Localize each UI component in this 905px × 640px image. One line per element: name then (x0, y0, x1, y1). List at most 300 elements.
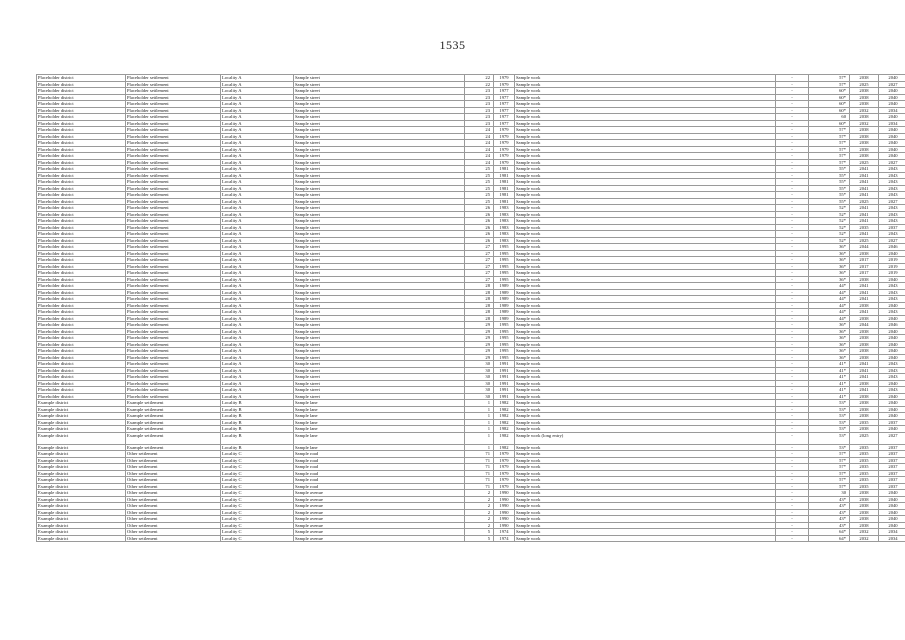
locality-cell: Locality A (221, 94, 294, 101)
house-number-cell: 71 (465, 477, 494, 484)
locality-cell: Locality A (221, 302, 294, 309)
locality-cell: Locality A (221, 289, 294, 296)
housing-register-table (36, 74, 898, 542)
street-cell: Sample street (294, 315, 465, 322)
build-year-cell: 1989 (494, 302, 515, 309)
cost-cell: - (776, 192, 809, 199)
build-year-cell: 1983 (494, 205, 515, 212)
cost-cell: - (776, 496, 809, 503)
start-year-cell: 2038 (850, 516, 879, 523)
street-cell: Sample street (294, 374, 465, 381)
cost-cell: - (776, 283, 809, 290)
build-year-cell: 1979 (494, 140, 515, 147)
house-number-cell: 23 (465, 120, 494, 127)
district-cell: Placeholder district (37, 198, 126, 205)
locality-cell: Locality A (221, 172, 294, 179)
wear-percent-cell: 57* (809, 464, 850, 471)
end-year-cell: 2043 (879, 361, 905, 368)
locality-cell: Locality A (221, 387, 294, 394)
work-type-cell: Sample work (515, 211, 776, 218)
locality-cell: Locality A (221, 393, 294, 400)
house-number-cell: 2 (465, 522, 494, 529)
start-year-cell: 2038 (850, 302, 879, 309)
house-number-cell: 25 (465, 198, 494, 205)
locality-cell: Locality C (221, 516, 294, 523)
build-year-cell: 1977 (494, 101, 515, 108)
house-number-cell: 30 (465, 393, 494, 400)
build-year-cell: 1995 (494, 276, 515, 283)
cost-cell: - (776, 387, 809, 394)
settlement-cell: Placeholder settlement (126, 296, 221, 303)
cost-cell: - (776, 205, 809, 212)
start-year-cell: 2038 (850, 496, 879, 503)
street-cell: Sample road (294, 457, 465, 464)
wear-percent-cell: 44* (809, 302, 850, 309)
wear-percent-cell: 60* (809, 120, 850, 127)
district-cell: Placeholder district (37, 361, 126, 368)
start-year-cell: 2041 (850, 361, 879, 368)
locality-cell: Locality A (221, 120, 294, 127)
settlement-cell: Placeholder settlement (126, 283, 221, 290)
build-year-cell: 1990 (494, 522, 515, 529)
locality-cell: Locality A (221, 276, 294, 283)
house-number-cell: 27 (465, 244, 494, 251)
end-year-cell: 2040 (879, 341, 905, 348)
page-number: 1535 (439, 38, 466, 52)
work-type-cell: Sample work (515, 172, 776, 179)
build-year-cell: 1977 (494, 114, 515, 121)
settlement-cell: Placeholder settlement (126, 231, 221, 238)
street-cell: Sample street (294, 302, 465, 309)
build-year-cell: 1979 (494, 81, 515, 88)
cost-cell: - (776, 470, 809, 477)
house-number-cell: 26 (465, 231, 494, 238)
build-year-cell: 1989 (494, 289, 515, 296)
build-year-cell: 1990 (494, 490, 515, 497)
locality-cell: Locality A (221, 185, 294, 192)
end-year-cell: 2043 (879, 172, 905, 179)
wear-percent-cell: 57* (809, 140, 850, 147)
cost-cell: - (776, 263, 809, 270)
wear-percent-cell: 57* (809, 483, 850, 490)
wear-percent-cell: 53* (809, 426, 850, 433)
cost-cell: - (776, 244, 809, 251)
wear-percent-cell: 55* (809, 198, 850, 205)
settlement-cell: Placeholder settlement (126, 101, 221, 108)
build-year-cell: 1995 (494, 250, 515, 257)
locality-cell: Locality A (221, 205, 294, 212)
district-cell: Placeholder district (37, 367, 126, 374)
house-number-cell: 5 (465, 529, 494, 536)
street-cell: Sample lane (294, 432, 465, 444)
settlement-cell: Placeholder settlement (126, 205, 221, 212)
district-cell: Placeholder district (37, 322, 126, 329)
work-type-cell: Sample work (515, 406, 776, 413)
work-type-cell: Sample work (515, 146, 776, 153)
district-cell: Placeholder district (37, 374, 126, 381)
start-year-cell: 2038 (850, 413, 879, 420)
settlement-cell: Placeholder settlement (126, 348, 221, 355)
street-cell: Sample lane (294, 419, 465, 426)
locality-cell: Locality A (221, 380, 294, 387)
end-year-cell: 2040 (879, 503, 905, 510)
house-number-cell: 23 (465, 107, 494, 114)
cost-cell: - (776, 457, 809, 464)
wear-percent-cell: 60* (809, 101, 850, 108)
street-cell: Sample avenue (294, 490, 465, 497)
wear-percent-cell: 43* (809, 516, 850, 523)
work-type-cell: Sample work (515, 185, 776, 192)
build-year-cell: 1989 (494, 309, 515, 316)
wear-percent-cell: 41* (809, 380, 850, 387)
locality-cell: Locality C (221, 470, 294, 477)
start-year-cell: 2038 (850, 101, 879, 108)
district-cell: Example district (37, 509, 126, 516)
work-type-cell: Sample work (515, 400, 776, 407)
district-cell: Placeholder district (37, 244, 126, 251)
wear-percent-cell: 55* (809, 185, 850, 192)
work-type-cell: Sample work (515, 529, 776, 536)
start-year-cell: 2038 (850, 75, 879, 82)
end-year-cell: 2043 (879, 296, 905, 303)
start-year-cell: 2038 (850, 140, 879, 147)
build-year-cell: 1979 (494, 457, 515, 464)
locality-cell: Locality A (221, 348, 294, 355)
locality-cell: Locality A (221, 75, 294, 82)
wear-percent-cell: 53* (809, 432, 850, 444)
wear-percent-cell: 57* (809, 133, 850, 140)
build-year-cell: 1983 (494, 218, 515, 225)
cost-cell: - (776, 107, 809, 114)
house-number-cell: 29 (465, 341, 494, 348)
build-year-cell: 1981 (494, 172, 515, 179)
house-number-cell: 29 (465, 328, 494, 335)
house-number-cell: 2 (465, 490, 494, 497)
house-number-cell: 23 (465, 101, 494, 108)
end-year-cell: 2034 (879, 529, 905, 536)
locality-cell: Locality A (221, 257, 294, 264)
street-cell: Sample avenue (294, 503, 465, 510)
cost-cell: - (776, 444, 809, 451)
wear-percent-cell: 60 (809, 114, 850, 121)
locality-cell: Locality A (221, 107, 294, 114)
locality-cell: Locality C (221, 509, 294, 516)
end-year-cell: 2043 (879, 283, 905, 290)
street-cell: Sample street (294, 101, 465, 108)
locality-cell: Locality C (221, 529, 294, 536)
wear-percent-cell: 43* (809, 522, 850, 529)
build-year-cell: 1995 (494, 335, 515, 342)
end-year-cell: 2037 (879, 419, 905, 426)
cost-cell: - (776, 529, 809, 536)
build-year-cell: 1974 (494, 529, 515, 536)
work-type-cell: Sample work (515, 140, 776, 147)
build-year-cell: 1981 (494, 185, 515, 192)
locality-cell: Locality A (221, 101, 294, 108)
work-type-cell: Sample work (515, 464, 776, 471)
build-year-cell: 1981 (494, 198, 515, 205)
work-type-cell: Sample work (515, 361, 776, 368)
start-year-cell: 2035 (850, 477, 879, 484)
work-type-cell: Sample work (515, 107, 776, 114)
street-cell: Sample street (294, 88, 465, 95)
build-year-cell: 1990 (494, 496, 515, 503)
end-year-cell: 2040 (879, 114, 905, 121)
street-cell: Sample street (294, 224, 465, 231)
street-cell: Sample street (294, 120, 465, 127)
cost-cell: - (776, 483, 809, 490)
district-cell: Placeholder district (37, 153, 126, 160)
settlement-cell: Example settlement (126, 444, 221, 451)
street-cell: Sample street (294, 380, 465, 387)
start-year-cell: 2041 (850, 218, 879, 225)
work-type-cell: Sample work (515, 81, 776, 88)
settlement-cell: Placeholder settlement (126, 107, 221, 114)
start-year-cell: 2025 (850, 237, 879, 244)
wear-percent-cell: 57* (809, 470, 850, 477)
locality-cell: Locality A (221, 140, 294, 147)
end-year-cell: 2043 (879, 166, 905, 173)
end-year-cell: 2034 (879, 120, 905, 127)
work-type-cell: Sample work (515, 159, 776, 166)
cost-cell: - (776, 224, 809, 231)
start-year-cell: 2038 (850, 354, 879, 361)
build-year-cell: 1983 (494, 224, 515, 231)
cost-cell: - (776, 94, 809, 101)
house-number-cell: 27 (465, 276, 494, 283)
work-type-cell: Sample work (515, 120, 776, 127)
cost-cell: - (776, 367, 809, 374)
house-number-cell: 26 (465, 237, 494, 244)
end-year-cell: 2040 (879, 348, 905, 355)
house-number-cell: 23 (465, 114, 494, 121)
end-year-cell: 2027 (879, 237, 905, 244)
street-cell: Sample street (294, 133, 465, 140)
work-type-cell: Sample work (515, 354, 776, 361)
settlement-cell: Placeholder settlement (126, 198, 221, 205)
end-year-cell: 2040 (879, 153, 905, 160)
work-type-cell: Sample work (515, 322, 776, 329)
wear-percent-cell: 52* (809, 231, 850, 238)
street-cell: Sample street (294, 211, 465, 218)
build-year-cell: 1979 (494, 75, 515, 82)
district-cell: Placeholder district (37, 315, 126, 322)
house-number-cell: 71 (465, 457, 494, 464)
district-cell: Example district (37, 464, 126, 471)
start-year-cell: 2038 (850, 94, 879, 101)
settlement-cell: Placeholder settlement (126, 153, 221, 160)
street-cell: Sample street (294, 361, 465, 368)
build-year-cell: 1979 (494, 464, 515, 471)
house-number-cell: 30 (465, 367, 494, 374)
work-type-cell: Sample work (515, 509, 776, 516)
cost-cell: - (776, 309, 809, 316)
district-cell: Placeholder district (37, 120, 126, 127)
locality-cell: Locality C (221, 464, 294, 471)
district-cell: Example district (37, 444, 126, 451)
cost-cell: - (776, 361, 809, 368)
cost-cell: - (776, 451, 809, 458)
wear-percent-cell: 36* (809, 270, 850, 277)
work-type-cell: Sample work (515, 490, 776, 497)
cost-cell: - (776, 159, 809, 166)
end-year-cell: 2040 (879, 94, 905, 101)
start-year-cell: 2038 (850, 250, 879, 257)
locality-cell: Locality A (221, 296, 294, 303)
work-type-cell: Sample work (515, 348, 776, 355)
end-year-cell: 2037 (879, 483, 905, 490)
street-cell: Sample street (294, 205, 465, 212)
settlement-cell: Placeholder settlement (126, 374, 221, 381)
house-number-cell: 2 (465, 503, 494, 510)
cost-cell: - (776, 490, 809, 497)
street-cell: Sample street (294, 270, 465, 277)
locality-cell: Locality A (221, 88, 294, 95)
street-cell: Sample avenue (294, 516, 465, 523)
cost-cell: - (776, 172, 809, 179)
house-number-cell: 26 (465, 205, 494, 212)
house-number-cell: 24 (465, 140, 494, 147)
house-number-cell: 29 (465, 348, 494, 355)
build-year-cell: 1995 (494, 354, 515, 361)
district-cell: Placeholder district (37, 276, 126, 283)
build-year-cell: 1991 (494, 380, 515, 387)
end-year-cell: 2019 (879, 270, 905, 277)
district-cell: Placeholder district (37, 172, 126, 179)
wear-percent-cell: 52* (809, 205, 850, 212)
wear-percent-cell: 44* (809, 296, 850, 303)
street-cell: Sample street (294, 172, 465, 179)
build-year-cell: 1989 (494, 283, 515, 290)
cost-cell: - (776, 218, 809, 225)
street-cell: Sample street (294, 179, 465, 186)
locality-cell: Locality A (221, 335, 294, 342)
district-cell: Placeholder district (37, 127, 126, 134)
start-year-cell: 2038 (850, 490, 879, 497)
wear-percent-cell: 57* (809, 127, 850, 134)
locality-cell: Locality A (221, 367, 294, 374)
wear-percent-cell: 52* (809, 218, 850, 225)
end-year-cell: 2043 (879, 192, 905, 199)
locality-cell: Locality A (221, 270, 294, 277)
start-year-cell: 2041 (850, 387, 879, 394)
start-year-cell: 2025 (850, 159, 879, 166)
house-number-cell: 1 (465, 444, 494, 451)
house-number-cell: 29 (465, 322, 494, 329)
cost-cell: - (776, 393, 809, 400)
wear-percent-cell: 41* (809, 393, 850, 400)
end-year-cell: 2037 (879, 477, 905, 484)
table-row (37, 432, 905, 444)
settlement-cell: Example settlement (126, 400, 221, 407)
end-year-cell: 2040 (879, 406, 905, 413)
wear-percent-cell: 36* (809, 250, 850, 257)
cost-cell: - (776, 114, 809, 121)
wear-percent-cell: 60* (809, 94, 850, 101)
district-cell: Example district (37, 496, 126, 503)
locality-cell: Locality A (221, 133, 294, 140)
start-year-cell: 2041 (850, 185, 879, 192)
street-cell: Sample street (294, 218, 465, 225)
settlement-cell: Placeholder settlement (126, 81, 221, 88)
street-cell: Sample street (294, 107, 465, 114)
settlement-cell: Placeholder settlement (126, 75, 221, 82)
cost-cell: - (776, 522, 809, 529)
work-type-cell: Sample work (515, 133, 776, 140)
district-cell: Example district (37, 400, 126, 407)
work-type-cell: Sample work (515, 470, 776, 477)
build-year-cell: 1991 (494, 393, 515, 400)
cost-cell: - (776, 198, 809, 205)
district-cell: Placeholder district (37, 237, 126, 244)
settlement-cell: Other settlement (126, 451, 221, 458)
street-cell: Sample street (294, 387, 465, 394)
district-cell: Placeholder district (37, 270, 126, 277)
locality-cell: Locality B (221, 406, 294, 413)
wear-percent-cell: 55* (809, 179, 850, 186)
settlement-cell: Example settlement (126, 413, 221, 420)
build-year-cell: 1982 (494, 419, 515, 426)
wear-percent-cell: 36* (809, 276, 850, 283)
settlement-cell: Placeholder settlement (126, 315, 221, 322)
cost-cell: - (776, 276, 809, 283)
house-number-cell: 30 (465, 380, 494, 387)
start-year-cell: 2032 (850, 107, 879, 114)
work-type-cell: Sample work (515, 393, 776, 400)
district-cell: Example district (37, 522, 126, 529)
settlement-cell: Other settlement (126, 490, 221, 497)
cost-cell: - (776, 341, 809, 348)
cost-cell: - (776, 179, 809, 186)
house-number-cell: 2 (465, 496, 494, 503)
wear-percent-cell: 55* (809, 192, 850, 199)
locality-cell: Locality C (221, 535, 294, 542)
end-year-cell: 2043 (879, 211, 905, 218)
start-year-cell: 2038 (850, 146, 879, 153)
wear-percent-cell: 53* (809, 444, 850, 451)
locality-cell: Locality B (221, 444, 294, 451)
work-type-cell: Sample work (515, 496, 776, 503)
cost-cell: - (776, 400, 809, 407)
district-cell: Placeholder district (37, 302, 126, 309)
end-year-cell: 2037 (879, 451, 905, 458)
build-year-cell: 1995 (494, 322, 515, 329)
start-year-cell: 2038 (850, 426, 879, 433)
build-year-cell: 1982 (494, 406, 515, 413)
build-year-cell: 1982 (494, 432, 515, 444)
locality-cell: Locality A (221, 309, 294, 316)
wear-percent-cell: 57* (809, 146, 850, 153)
start-year-cell: 2041 (850, 296, 879, 303)
house-number-cell: 28 (465, 315, 494, 322)
street-cell: Sample street (294, 328, 465, 335)
cost-cell: - (776, 348, 809, 355)
end-year-cell: 2034 (879, 107, 905, 114)
district-cell: Placeholder district (37, 133, 126, 140)
start-year-cell: 2041 (850, 231, 879, 238)
district-cell: Placeholder district (37, 107, 126, 114)
house-number-cell: 1 (465, 406, 494, 413)
locality-cell: Locality C (221, 490, 294, 497)
house-number-cell: 24 (465, 153, 494, 160)
settlement-cell: Other settlement (126, 503, 221, 510)
start-year-cell: 2038 (850, 503, 879, 510)
house-number-cell: 25 (465, 179, 494, 186)
start-year-cell: 2041 (850, 367, 879, 374)
wear-percent-cell: 36* (809, 335, 850, 342)
district-cell: Example district (37, 483, 126, 490)
district-cell: Placeholder district (37, 263, 126, 270)
